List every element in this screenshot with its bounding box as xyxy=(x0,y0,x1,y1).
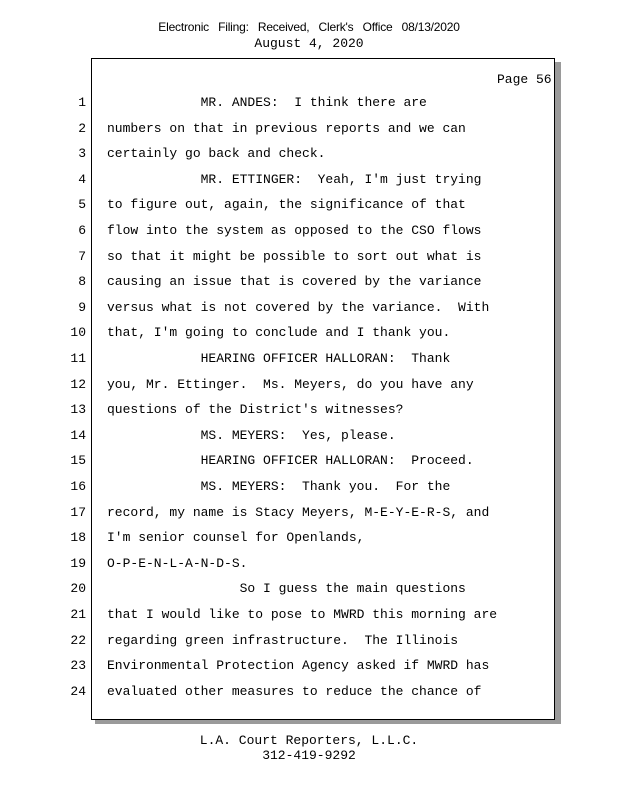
transcript-line: MR. ETTINGER: Yeah, I'm just trying xyxy=(107,172,482,187)
transcript-line: you, Mr. Ettinger. Ms. Meyers, do you have any xyxy=(107,377,474,392)
page-number: Page 56 xyxy=(497,72,552,87)
line-number: 5 xyxy=(78,197,86,212)
line-number: 3 xyxy=(78,146,86,161)
transcript-line: to figure out, again, the significance of that xyxy=(107,197,466,212)
transcript-line: regarding green infrastructure. The Illinois xyxy=(107,633,459,648)
line-number: 15 xyxy=(70,453,86,468)
line-number: 23 xyxy=(70,658,86,673)
transcript-line: that, I'm going to conclude and I thank you. xyxy=(107,325,451,340)
line-number: 22 xyxy=(70,633,86,648)
transcript-line: record, my name is Stacy Meyers, M-E-Y-E-R-S, and xyxy=(107,505,490,520)
footer-company: L.A. Court Reporters, L.L.C. xyxy=(199,733,419,748)
transcript-line: flow into the system as opposed to the CSO flows xyxy=(107,223,482,238)
line-number: 2 xyxy=(78,121,86,136)
line-number: 14 xyxy=(70,428,86,443)
transcript-line: questions of the District's witnesses? xyxy=(107,402,404,417)
transcript-line: that I would like to pose to MWRD this morning are xyxy=(107,607,498,622)
line-number: 1 xyxy=(78,95,86,110)
transcript-line: MS. MEYERS: Thank you. For the xyxy=(107,479,451,494)
line-number: 10 xyxy=(70,325,86,340)
line-number: 21 xyxy=(70,607,86,622)
transcript-line: I'm senior counsel for Openlands, xyxy=(107,530,365,545)
transcript-line: O-P-E-N-L-A-N-D-S. xyxy=(107,556,248,571)
transcript-line: numbers on that in previous reports and we can xyxy=(107,121,466,136)
transcript-line: HEARING OFFICER HALLORAN: Proceed. xyxy=(107,453,474,468)
line-number: 17 xyxy=(70,505,86,520)
transcript-line: versus what is not covered by the variance. With xyxy=(107,300,490,315)
transcript-line: Environmental Protection Agency asked if MWRD has xyxy=(107,658,490,673)
line-number: 13 xyxy=(70,402,86,417)
line-number: 8 xyxy=(78,274,86,289)
line-number: 12 xyxy=(70,377,86,392)
line-number: 4 xyxy=(78,172,86,187)
transcript-line: MR. ANDES: I think there are xyxy=(107,95,427,110)
transcript-line: So I guess the main questions xyxy=(107,581,466,596)
line-number: 6 xyxy=(78,223,86,238)
line-number: 24 xyxy=(70,684,86,699)
line-number: 19 xyxy=(70,556,86,571)
transcript-line: certainly go back and check. xyxy=(107,146,326,161)
line-number: 11 xyxy=(70,351,86,366)
transcript-line: MS. MEYERS: Yes, please. xyxy=(107,428,396,443)
transcript-line: so that it might be possible to sort out what is xyxy=(107,249,482,264)
footer-phone: 312-419-9292 xyxy=(262,748,356,763)
line-number: 9 xyxy=(78,300,86,315)
line-number: 7 xyxy=(78,249,86,264)
hearing-date: August 4, 2020 xyxy=(254,36,364,51)
filing-stamp: Electronic Filing: Received, Clerk's Office 08/13/2020 xyxy=(158,20,460,34)
line-number: 18 xyxy=(70,530,86,545)
line-number: 16 xyxy=(70,479,86,494)
transcript-line: evaluated other measures to reduce the chance of xyxy=(107,684,482,699)
line-number: 20 xyxy=(70,581,86,596)
transcript-line: HEARING OFFICER HALLORAN: Thank xyxy=(107,351,451,366)
transcript-line: causing an issue that is covered by the variance xyxy=(107,274,482,289)
